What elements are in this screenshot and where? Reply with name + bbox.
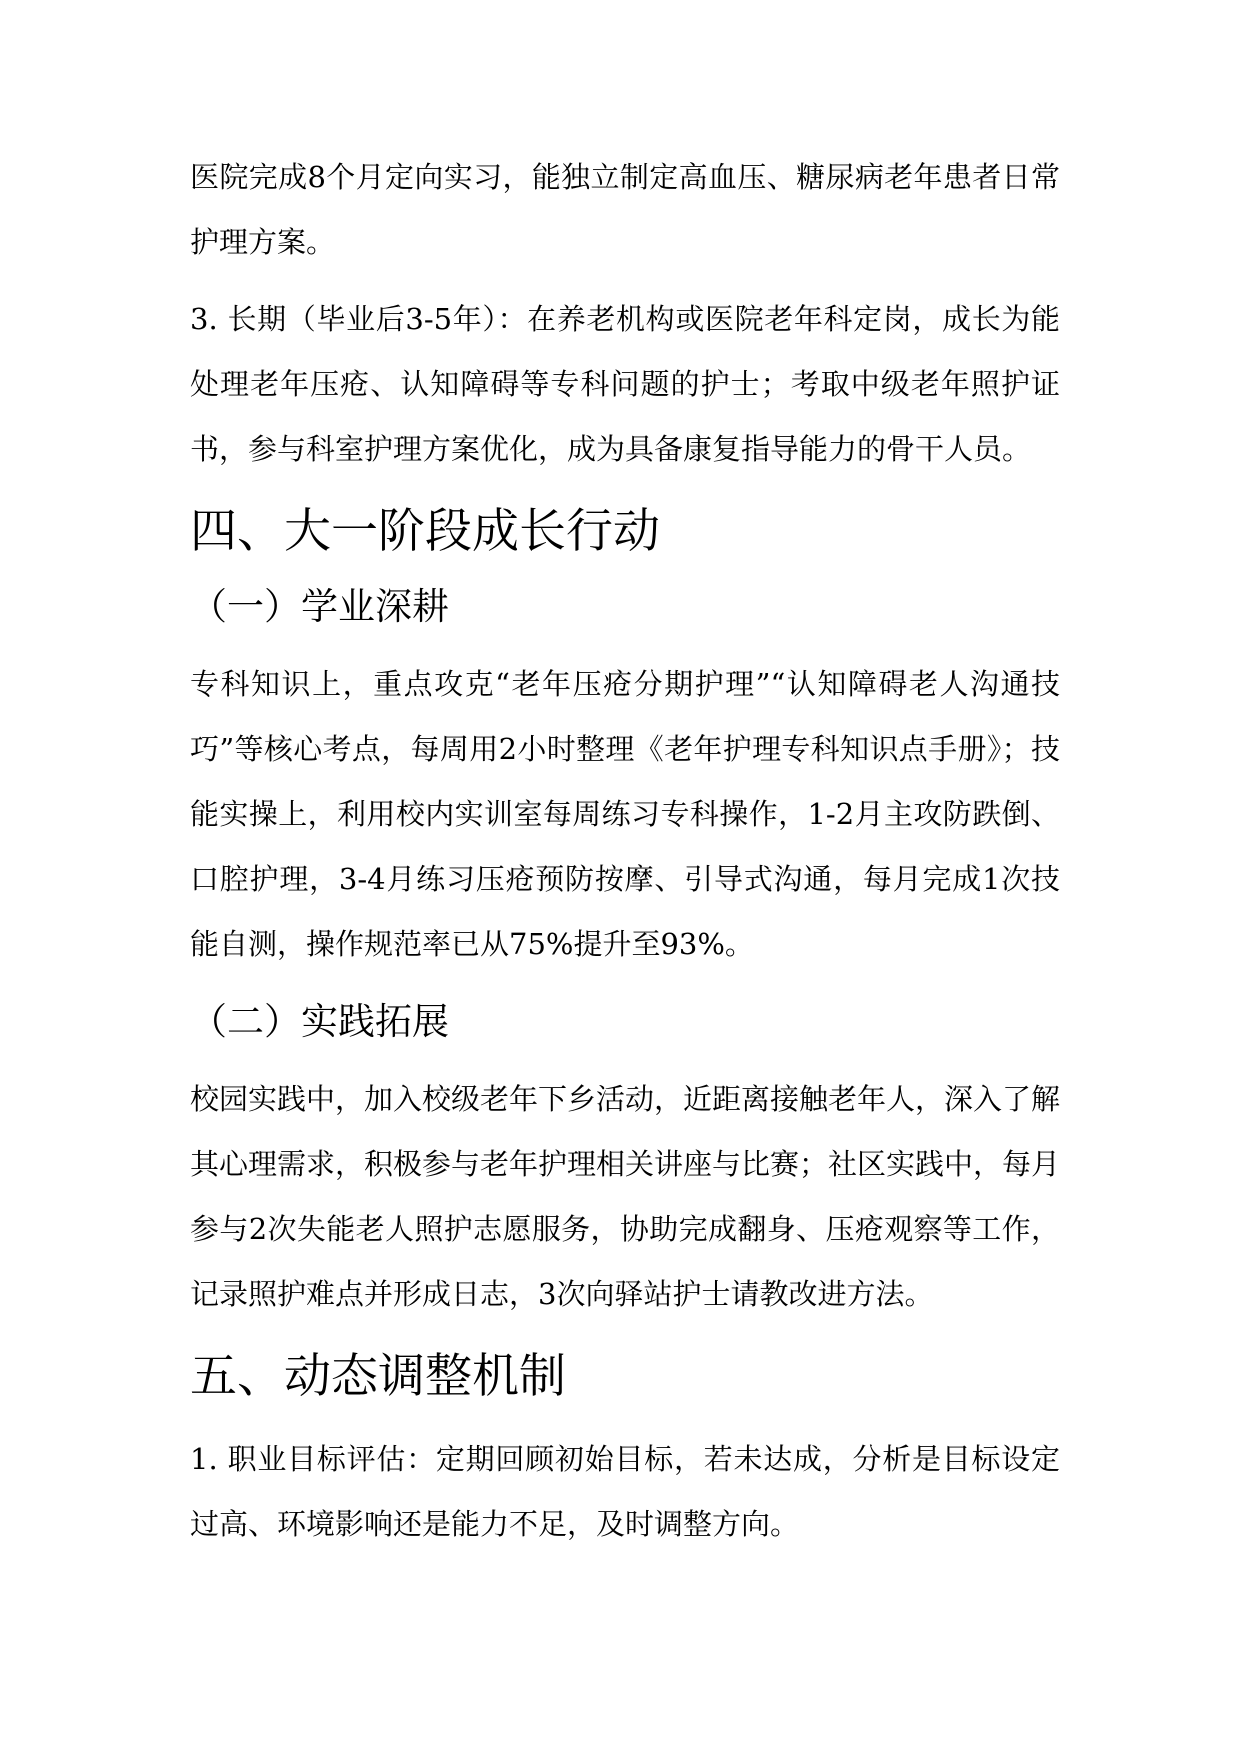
subheading-academic: （一）学业深耕: [190, 585, 449, 628]
paragraph-goal-evaluation: 1. 职业目标评估：定期回顾初始目标，若未达成，分析是目标设定过高、环境影响还是能力不足，及时调整方向。: [190, 1442, 1060, 1541]
paragraph-internship-goal: 医院完成8个月定向实习，能独立制定高血压、糖尿病老年患者日常护理方案。: [190, 160, 1060, 259]
paragraph-practice: 校园实践中，加入校级老年下乡活动，近距离接触老年人，深入了解其心理需求，积极参与老年护理相关讲座与比赛；社区实践中，每月参与2次失能老人照护志愿服务，协助完成翻身、压疮观察等工作，记录照护难点并形成日志，3次向驿站护士请教改进方法。: [190, 1082, 1061, 1311]
paragraph-long-term-goal: 3. 长期（毕业后3-5年）：在养老机构或医院老年科定岗，成长为能处理老年压疮、认知障碍等专科问题的护士；考取中级老年照护证书，参与科室护理方案优化，成为具备康复指导能力的骨干人员。: [190, 302, 1060, 466]
subheading-practice: （二）实践拓展: [190, 1000, 449, 1043]
heading-section-four: 四、大一阶段成长行动: [190, 504, 660, 559]
paragraph-academic: 专科知识上，重点攻克“老年压疮分期护理”“认知障碍老人沟通技巧”等核心考点，每周用2小时整理《老年护理专科知识点手册》；技能实操上，利用校内实训室每周练习专科操作，1-2月主攻防跌倒、口腔护理，3-4月练习压疮预防按摩、引导式沟通，每月完成1次技能自测，操作规范率已从75%提升至93%。: [190, 667, 1060, 961]
document-page: [190, 145, 1060, 1557]
heading-section-five: 五、动态调整机制: [190, 1349, 566, 1404]
